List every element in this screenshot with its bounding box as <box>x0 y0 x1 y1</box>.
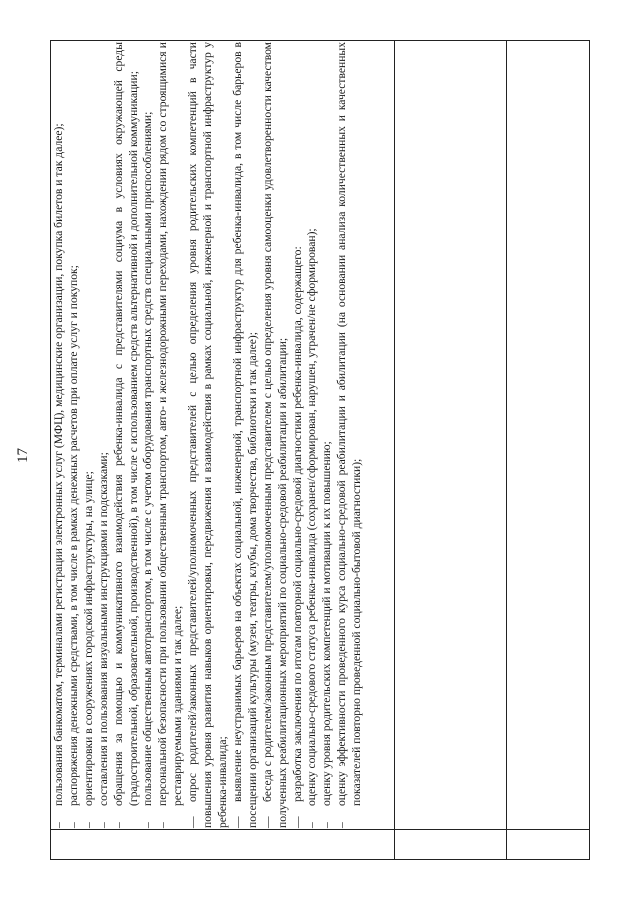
list-item <box>156 42 186 828</box>
paragraph <box>231 42 261 828</box>
table-border-top <box>50 40 51 860</box>
document-table <box>50 40 590 860</box>
column-divider <box>50 829 590 830</box>
paragraph-text: выявление неустранимых барьеров на объектах социальной, инженерной, транспортной инфраструктур для ребенка-инвалида, в том числе барьеров в посещении организаций культуры (музеи, театры, клубы, дома творчества, библиотеки и так далее); <box>230 42 259 828</box>
paragraph-text: беседа с родителем/законным представителем/уполномоченным представителем с целью определения уровня самооценки удовлетворенности качеством полученных реабилитационных мероприятий по социально-средовой реабилитации и абилитации; <box>260 42 289 828</box>
table-border-bottom <box>589 40 590 860</box>
list-item-text: обращения за помощью и коммуникативного взаимодействия ребенка-инвалида с представителями социума в условиях окружающей среды (градостроительной, образовательной, производственной), в том числе с использованием средств альтернативной и дополнительной коммуникации; <box>111 42 140 806</box>
table-border-left <box>50 859 590 860</box>
dash-marker: – <box>320 822 334 828</box>
list-item-text: составления и пользования визуальными инструкциями и подсказками; <box>96 452 110 806</box>
list-item-text: оценку социально-средового статуса ребенка-инвалида (сохранен/сформирован, нарушен, утрачен/не сформирован); <box>305 228 319 806</box>
dash-marker: — <box>186 816 200 828</box>
dash-marker: – <box>81 822 95 828</box>
dash-marker: — <box>230 816 244 828</box>
dash-marker: — <box>260 816 274 828</box>
list-item <box>52 42 67 828</box>
paragraph <box>261 42 291 828</box>
list-item-text: распоряжения денежными средствами, в том числе в рамках денежных расчетов при оплате услуг и покупок; <box>66 265 80 806</box>
list-item-text: ориентировки в сооружениях городской инфраструктуры, на улице; <box>81 471 95 806</box>
list-item-text: пользование общественным автотранспортом, в том числе с учетом оборудования транспортных средств специальными приспособлениями; <box>141 111 155 806</box>
list-item <box>67 42 82 828</box>
list-item <box>112 42 142 828</box>
list-item-text: пользования банкоматом, терминалами регистрации электронных услуг (МФЦ), медицинские организации, покупка билетов и так далее); <box>52 123 65 806</box>
dash-marker: – <box>52 822 65 828</box>
list-item <box>97 42 112 828</box>
list-item <box>305 42 320 828</box>
dash-marker: – <box>111 822 125 828</box>
list-item <box>335 42 365 828</box>
dash-marker: – <box>96 822 110 828</box>
list-item-text: оценку уровня родительских компетенций и мотивации к их повышению; <box>320 441 334 806</box>
paragraph <box>186 42 231 828</box>
list-item-text: оценку эффективности проведенного курса социально-средовой реабилитации и абилитации (на основании анализа количественных и качественных показателей повторно проведенной социально-бытовой диагностики); <box>335 42 364 806</box>
paragraph-text: разработка заключения по итогам повторной социально-средовой диагностики ребенка-инвалида, содержащего: <box>290 246 304 802</box>
list-item <box>320 42 335 828</box>
dash-marker: – <box>305 822 319 828</box>
list-item <box>141 42 156 828</box>
list-item-text: персональной безопасности при пользовании общественным транспортом, авто- и железнодорожными переходами, нахождении рядом со строящимися и реставрируемыми зданиями и так далее; <box>156 42 185 806</box>
table-cell-text <box>52 42 392 828</box>
list-item <box>82 42 97 828</box>
dash-marker: – <box>156 822 170 828</box>
row-divider-2 <box>506 40 507 860</box>
page-number: 17 <box>15 448 31 463</box>
row-divider-1 <box>394 40 395 860</box>
dash-marker: – <box>66 822 80 828</box>
dash-marker: — <box>290 816 304 828</box>
table-border-right <box>50 40 590 41</box>
dash-marker: – <box>335 822 349 828</box>
rotated-document-page <box>15 40 590 860</box>
dash-marker: – <box>141 822 155 828</box>
paragraph-text: опрос родителей/законных представителей/уполномоченных представителей с целью определения уровня родительских компетенций в части повышения уровня развития навыков ориентировки, передвижения и взаимодействия в рамках социальной, инженерной и транспортной инфраструктур у ребенка-инвалида; <box>186 42 229 828</box>
paragraph <box>291 42 306 828</box>
